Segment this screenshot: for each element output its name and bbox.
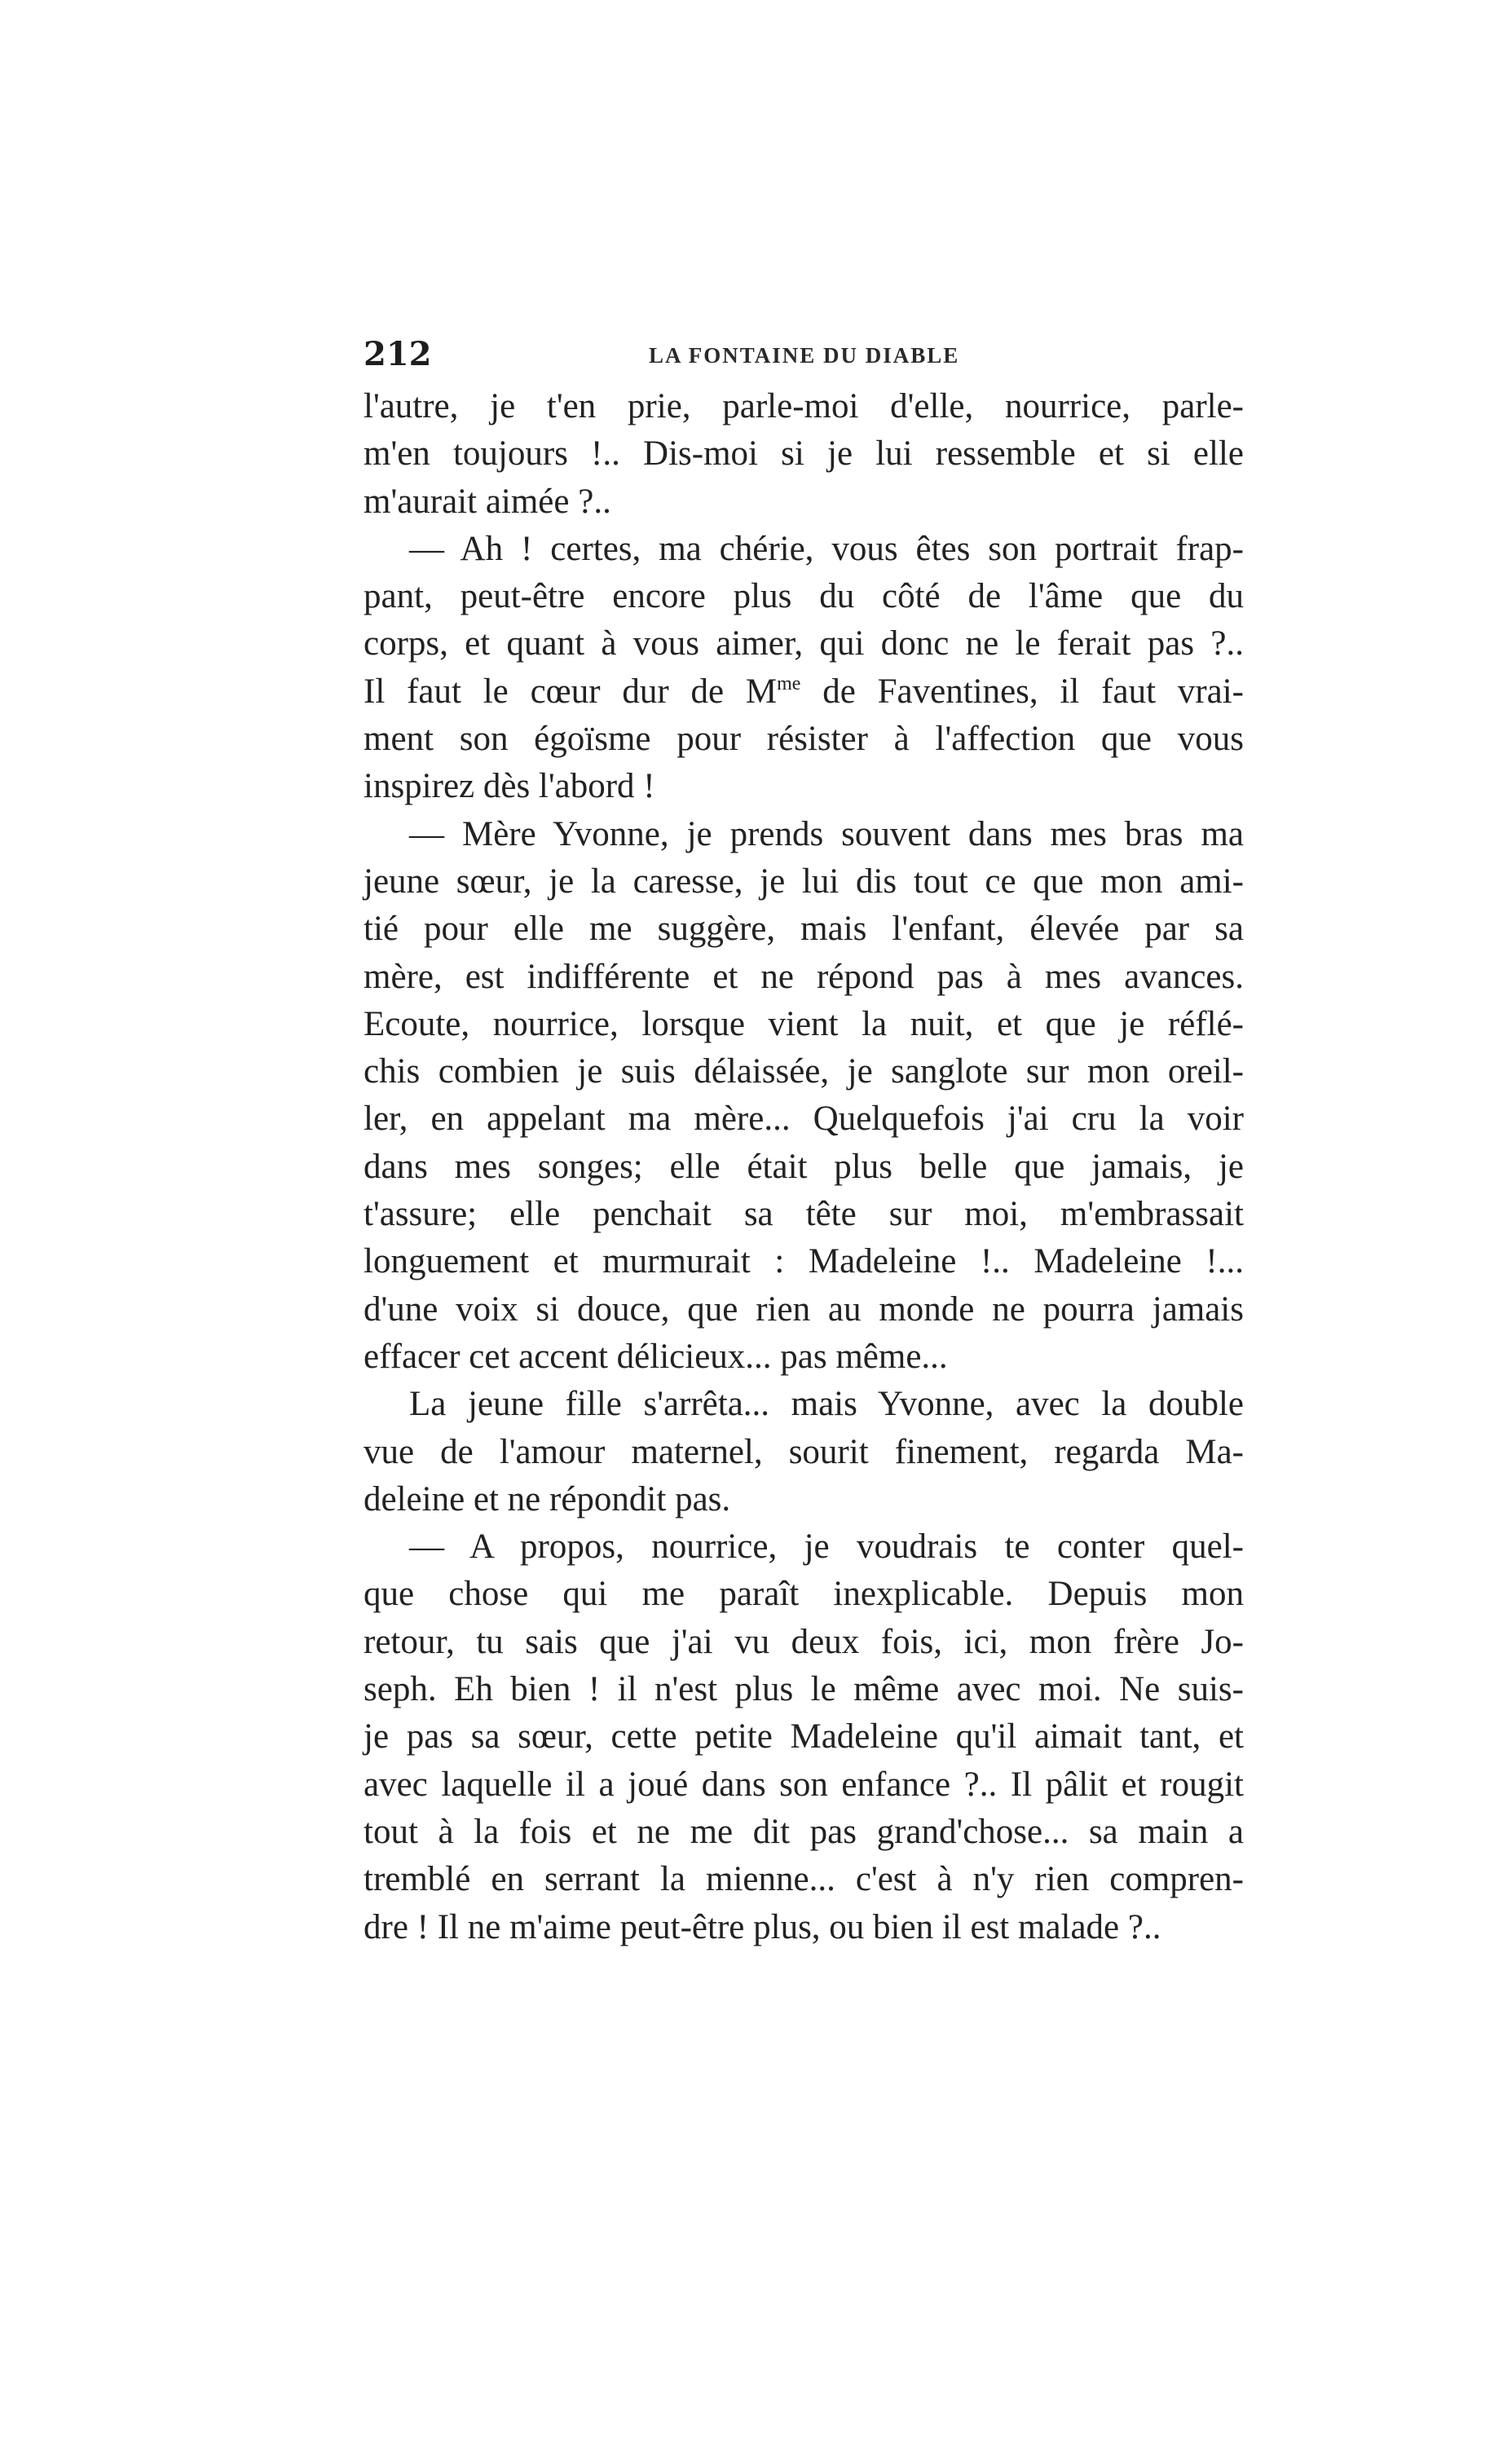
text-line: deleine et ne répondit pas. xyxy=(364,1479,731,1519)
text-line: l'autre, je t'en prie, parle-moi d'elle, nourrice, parle- xyxy=(364,387,1244,425)
running-title: LA FONTAINE DU DIABLE xyxy=(649,343,960,368)
text-line: retour, tu sais que j'ai vu deux fois, ici, mon frère Jo- xyxy=(364,1622,1244,1661)
page-number: 212 xyxy=(364,335,432,373)
text-line: ment son égoïsme pour résister à l'affection que vous xyxy=(364,720,1244,759)
text-line: d'une voix si douce, que rien au monde ne pourra jamais xyxy=(364,1289,1244,1329)
text-line: La jeune fille s'arrêta... mais Yvonne, avec la double xyxy=(409,1385,1244,1424)
page-header xyxy=(364,333,1244,381)
superscript: me xyxy=(777,672,801,694)
text-line: avec laquelle il a joué dans son enfance ?.. Il pâlit et rougit xyxy=(364,1765,1244,1804)
text-line: corps, et quant à vous aimer, qui donc ne le ferait pas ?.. xyxy=(364,624,1244,663)
text-line: jeune sœur, je la caresse, je lui dis tout ce que mon ami- xyxy=(364,862,1244,901)
text-line: dans mes songes; elle était plus belle que jamais, je xyxy=(364,1147,1244,1186)
text-line: seph. Eh bien ! il n'est plus le même avec moi. Ne suis- xyxy=(364,1670,1244,1709)
text-line: longuement et murmurait : Madeleine !.. Madeleine !... xyxy=(364,1242,1244,1281)
text-fragment: de Faventines, il faut vrai- xyxy=(800,672,1244,711)
text-line: effacer cet accent délicieux... pas même... xyxy=(364,1337,948,1376)
text-line: dre ! Il ne m'aime peut-être plus, ou bien il est malade ?.. xyxy=(364,1907,1161,1946)
text-line: — Mère Yvonne, je prends souvent dans mes bras ma xyxy=(409,814,1244,853)
text-line: que chose qui me paraît inexplicable. Depuis mon xyxy=(364,1575,1244,1614)
text-line: vue de l'amour maternel, sourit finement, regarda Ma- xyxy=(364,1432,1244,1471)
text-line: Ecoute, nourrice, lorsque vient la nuit, et que je réflé- xyxy=(364,1004,1244,1043)
body-text xyxy=(364,383,1244,1951)
text-line: tié pour elle me suggère, mais l'enfant, élevée par sa xyxy=(364,910,1244,949)
text-line: pant, peut-être encore plus du côté de l'âme que du xyxy=(364,577,1244,616)
text-line: ler, en appelant ma mère... Quelquefois j'ai cru la voir xyxy=(364,1100,1244,1139)
text-line: je pas sa sœur, cette petite Madeleine qu'il aimait tant, et xyxy=(364,1717,1244,1757)
text-line: inspirez dès l'abord ! xyxy=(364,767,655,806)
text-line: m'aurait aimée ?.. xyxy=(364,482,611,521)
text-line: mère, est indifférente et ne répond pas à mes avances. xyxy=(364,957,1244,996)
text-line xyxy=(364,668,1244,716)
text-line: t'assure; elle penchait sa tête sur moi, m'embrassait xyxy=(364,1195,1244,1234)
text-line: m'en toujours !.. Dis-moi si je lui ressemble et si elle xyxy=(364,434,1244,474)
text-line: tout à la fois et ne me dit pas grand'chose... sa main a xyxy=(364,1812,1244,1851)
text-line: tremblé en serrant la mienne... c'est à n'y rien compren- xyxy=(364,1860,1244,1899)
text-line: — Ah ! certes, ma chérie, vous êtes son portrait frap- xyxy=(409,529,1244,568)
text-fragment: Il faut le cœur dur de M xyxy=(364,672,778,711)
text-line: — A propos, nourrice, je voudrais te conter quel- xyxy=(409,1527,1244,1567)
text-line: chis combien je suis délaissée, je sanglote sur mon oreil- xyxy=(364,1052,1244,1091)
